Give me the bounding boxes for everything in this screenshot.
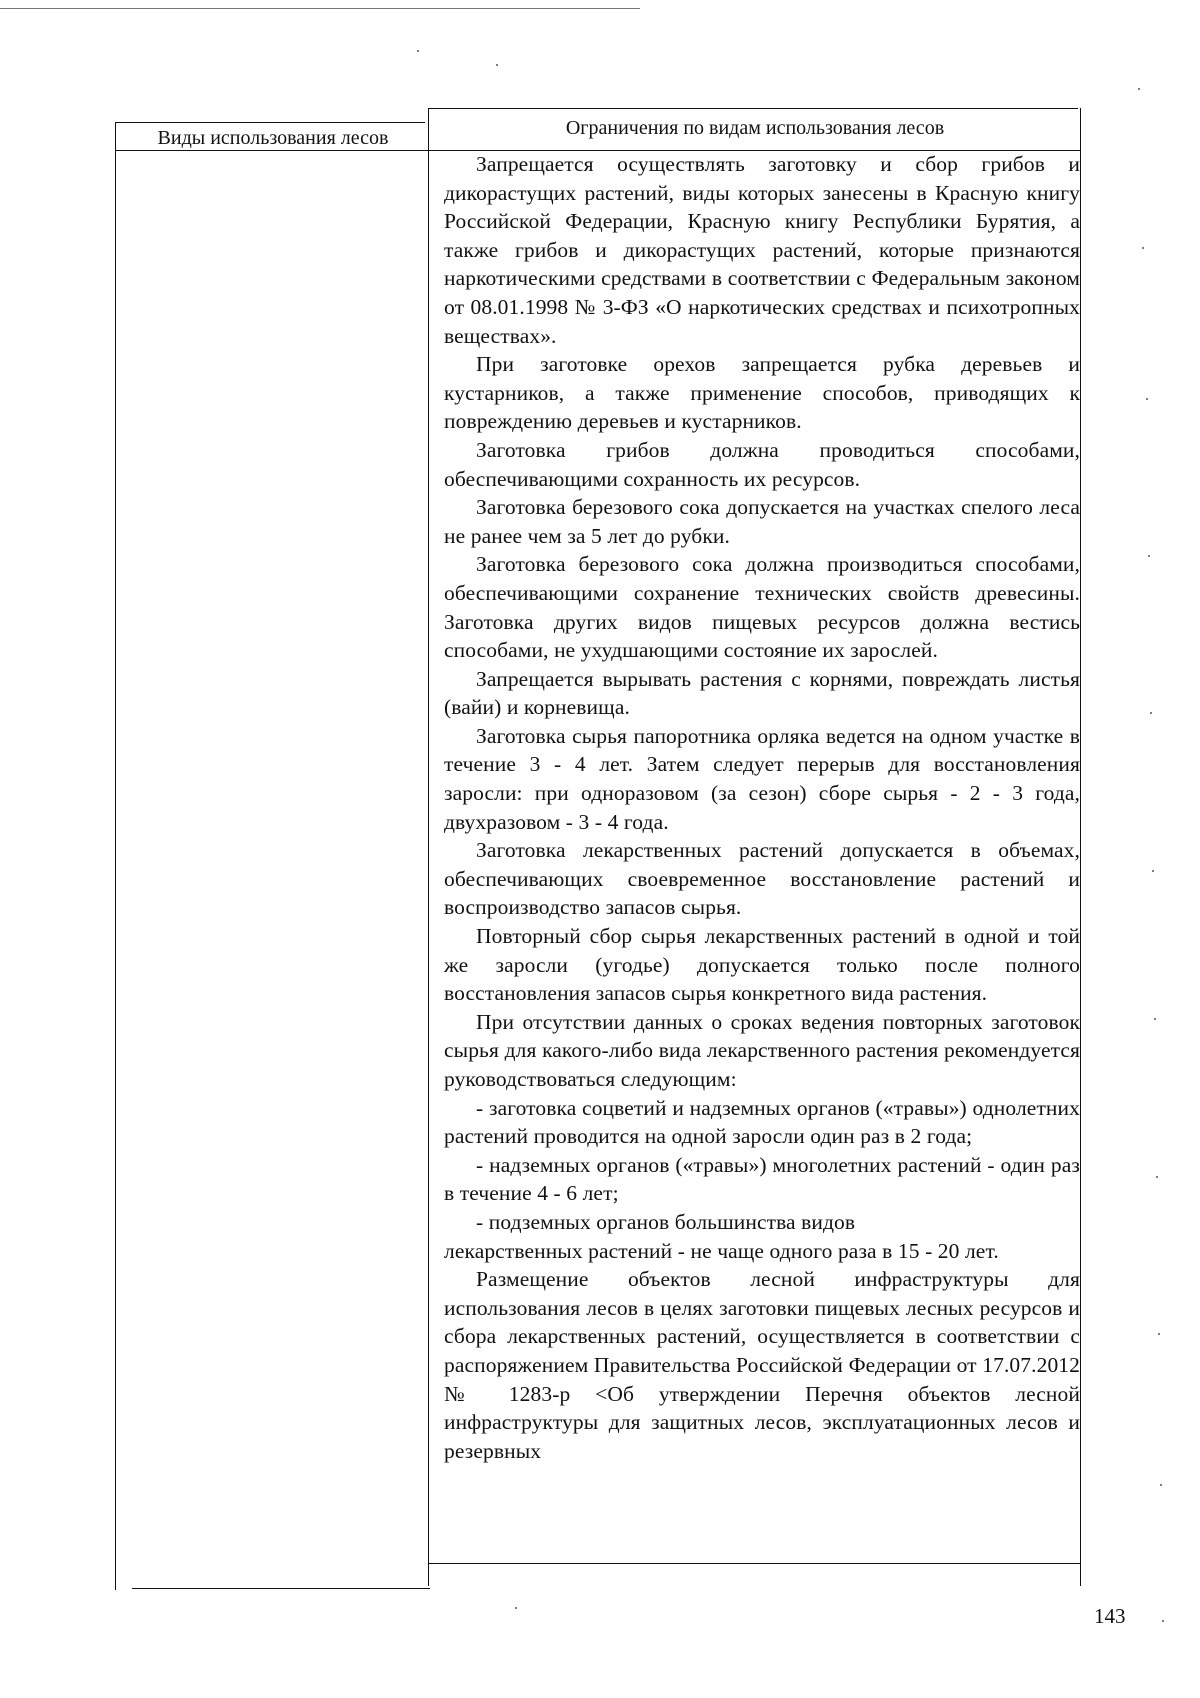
list-item: - подземных органов большинства видов bbox=[476, 1209, 856, 1234]
restrictions-text bbox=[444, 150, 1080, 1465]
list-item-continuation: лекарственных растений - не чаще одного раза в 15 - 20 лет. bbox=[444, 1238, 999, 1263]
paragraph: Заготовка лекарственных растений допускается в объемах, обеспечивающих своевременное восстановление растений и воспроизводство запасов сырья. bbox=[444, 838, 1080, 920]
table-left-border bbox=[115, 122, 116, 1590]
scan-speck bbox=[1148, 555, 1150, 557]
table-right-border bbox=[1080, 108, 1081, 1586]
scan-speck bbox=[1158, 1333, 1160, 1335]
paragraph: Заготовка березового сока должна производиться способами, обеспечивающими сохранение технических свойств древесины. Заготовка других видов пищевых ресурсов должна вестись способами, не ухудшающими состояние их зарослей. bbox=[444, 552, 1080, 663]
paragraph: При заготовке орехов запрещается рубка деревьев и кустарников, а также применение способов, приводящих к повреждению деревьев и кустарников. bbox=[444, 352, 1080, 434]
table-bottom-border bbox=[132, 1588, 430, 1589]
paragraph: Запрещается осуществлять заготовку и сбор грибов и дикорастущих растений, виды которых занесены в Красную книгу Российской Федерации, Красную книгу Республики Бурятия, а также грибов и дикорастущих растений, которые признаются наркотическими средствами в соответствии с Федеральным законом от 08.01.1998 № 3-ФЗ «О наркотических средствах и психотропных веществах». bbox=[444, 152, 1080, 348]
column-divider bbox=[428, 108, 429, 1586]
scan-speck bbox=[1150, 712, 1152, 714]
scan-speck bbox=[1146, 398, 1148, 400]
scan-edge-line bbox=[0, 8, 640, 9]
table-top-border bbox=[115, 122, 425, 123]
paragraph: Заготовка березового сока допускается на участках спелого леса не ранее чем за 5 лет до рубки. bbox=[444, 495, 1080, 548]
scan-speck bbox=[1162, 1620, 1164, 1622]
scan-speck bbox=[1154, 1018, 1156, 1020]
scan-speck bbox=[417, 50, 419, 52]
paragraph: Заготовка грибов должна проводиться способами, обеспечивающими сохранность их ресурсов. bbox=[444, 437, 1080, 491]
table-bottom-border bbox=[428, 1563, 1080, 1564]
page-number: 143 bbox=[1094, 1604, 1126, 1628]
list-item: - надземных органов («травы») многолетних растений - один раз в течение 4 - 6 лет; bbox=[444, 1152, 1080, 1206]
scan-speck bbox=[1138, 88, 1140, 90]
scan-speck bbox=[496, 64, 498, 66]
paragraph: Запрещается вырывать растения с корнями, повреждать листья (вайи) и корневища. bbox=[444, 666, 1080, 720]
header-types-of-forest-use: Виды использования лесов bbox=[157, 127, 389, 149]
scan-speck bbox=[1160, 1484, 1162, 1486]
paragraph: Заготовка сырья папоротника орляка ведется на одном участке в течение 3 - 4 лет. Затем следует перерыв для восстановления заросли: при одноразовом (за сезон) сборе сырья - 2 - 3 года, двухразовом - 3 - 4 года. bbox=[444, 723, 1080, 834]
scan-speck bbox=[1156, 1176, 1158, 1178]
scan-speck bbox=[1142, 247, 1144, 249]
paragraph: При отсутствии данных о сроках ведения повторных заготовок сырья для какого-либо вида лекарственного растения рекомендуется руководствоваться следующим: bbox=[444, 1009, 1080, 1091]
header-restrictions: Ограничения по видам использования лесов bbox=[565, 117, 945, 139]
scan-speck bbox=[515, 1607, 517, 1609]
paragraph: Повторный сбор сырья лекарственных растений в одной и той же заросли (угодье) допускается только после полного восстановления запасов сырья конкретного вида растения. bbox=[444, 924, 1080, 1006]
paragraph: Размещение объектов лесной инфраструктуры для использования лесов в целях заготовки пищевых лесных ресурсов и сбора лекарственных растений, осуществляется в соответствии с распоряжением Правительства Российской Федерации от 17.07.2012 № 1283-р <Об утверждении Перечня объектов лесной инфраструктуры для защитных лесов, эксплуатационных лесов и резервных bbox=[444, 1267, 1080, 1463]
table-top-border bbox=[428, 108, 1078, 109]
list-item: - заготовка соцветий и надземных органов («травы») однолетних растений проводится на одной заросли один раз в 2 года; bbox=[444, 1095, 1080, 1149]
scan-speck bbox=[1152, 870, 1154, 872]
